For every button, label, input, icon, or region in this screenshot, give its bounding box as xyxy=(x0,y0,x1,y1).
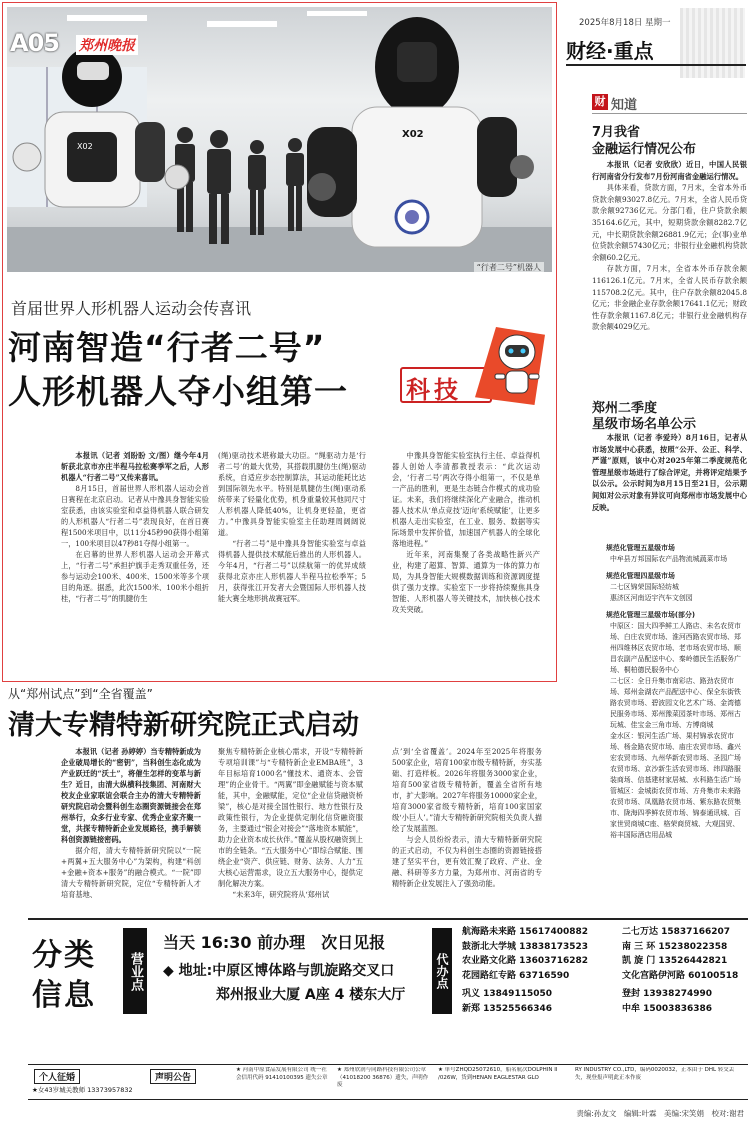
lead-column-1 xyxy=(61,450,209,660)
section-title: 财经·重点 xyxy=(566,39,654,63)
second-kicker: 从“郑州试点”到“全省覆盖” xyxy=(8,687,153,701)
sidebar-article-1-body xyxy=(592,159,747,421)
business-point-tag: 营业点 xyxy=(123,928,147,1014)
agent-item: 二七万达 15837166207 xyxy=(622,927,731,937)
agent-item: 中牟 15003836386 xyxy=(622,1003,713,1014)
sidebar-rule xyxy=(592,113,747,114)
sidebar-article-2-title-2: 星级市场名单公示 xyxy=(592,417,697,432)
market-list-heading-5star: 规范化管理五星级市场 xyxy=(606,544,675,552)
second-col1-p2: 据介绍，清大专精特新研究院以“一院+两翼+五大服务中心”为架构，构建“科创+金融+资本+服务”的融合模式。“一院”即清大专精特新研究院，定位“专精特新人才培育基地、 xyxy=(61,846,201,899)
agent-item: 登封 13938274990 xyxy=(622,989,713,999)
footer-personal-text: ★女43岁城关教师 13373957832 xyxy=(32,1086,133,1094)
sidebar-a1-p1: 本报讯（记者 安欣欣）近日，中国人民银行河南省分行发布7月份河南省金融运行情况。 xyxy=(592,160,747,181)
credits-line: 责编:孙友文 编辑:叶霖 美编:宋笑娟 校对:谢君 xyxy=(576,1109,744,1118)
agent-item: 文化宫路伊河路 60100518 xyxy=(622,970,739,981)
issue-date: 2025年8月18日 星期一 xyxy=(579,18,671,28)
sidebar-article-1-title-2: 金融运行情况公布 xyxy=(592,142,697,157)
second-col3-p1: 点’到‘全省覆盖’。2024年至2025年将服务500家企业，培育100家市级专精特新，夯实基础、打造样板。2026年将服务3000家企业，培育500家省级专精特新，覆盖全省所有地市，扩大影响。2027年将服务10000家企业，培育3000家省级专精特新，培育100家国家级‘小巨人’。”清大专精特新研究院相关负责人描绘了发展蓝图。 xyxy=(392,747,542,833)
agent-point-tag: 代办点 xyxy=(432,928,452,1014)
market-list-text-4star: 二七区锦荣国际轻纺城 惠济区河南迈宇汽车文创园 xyxy=(610,583,693,602)
classified-logo-2: 信息 xyxy=(32,978,96,1013)
footer-notice-label: 声明公告 xyxy=(150,1069,196,1084)
footer-notice-3: ★ 单号ZHQD25072610，船名航次DOLPHIN II /026W，货到HENAN EAGLESTAR GLO xyxy=(438,1067,558,1081)
classified-logo xyxy=(30,925,110,1055)
ads-line-2: ◆ 地址:中原区博体路与凯旋路交叉口 xyxy=(163,963,395,979)
second-headline: 清大专精特新研究院正式启动 xyxy=(8,710,359,741)
second-column-3 xyxy=(392,746,542,916)
footer-notice-4: RY INDUSTRY CO.,LTD，编码0020032，正本由于 DHL 转交丢失，现登报声明此正本作废 xyxy=(575,1067,735,1081)
ads-top-rule xyxy=(28,918,748,920)
market-list-zhongyuan: 中原区：国大四季鲜工人路店、未名农贸市场、白庄农贸市场、淮河西路农贸市场、郑州四维林区农贸市场、老市场农贸市场、顺昌农副产品配送中心、秦岭德民生活服务广场、桐柏德民服务中心 xyxy=(610,622,741,674)
market-list-jinshui: 金水区：银河生活广场、果村锦承农贸市场、杨金路农贸市场、庙庄农贸市场、鑫兴宏农贸市场、九州华新农贸市场、圣园广场农贸市场、京沙新生活农贸市场、纬四路服装商场、信基建材家居城、水科路生活广场 xyxy=(610,732,741,784)
sidebar-article-1-title-1: 7月我省 xyxy=(592,125,641,140)
second-col2-p2: “未来3年，研究院将从‘郑州试 xyxy=(232,890,330,899)
agent-item: 花园路红专路 63716590 xyxy=(462,970,570,981)
market-list-guancheng: 管城区：金城街农贸市场、方舟集市未来路农贸市场、凤凰路农贸市场、紫东路农贸集市、陇海四季鲜农贸市场、锦泰通讯城、百家世贸商城C座、格荣商贸城、大观国贸、裕丰国际酒店用品城 xyxy=(610,787,741,839)
ads-line-1: 当天 16:30 前办理 次日见报 xyxy=(163,933,386,952)
second-col2-p1: 聚焦专精特新企业核心需求，开设“专精特新专项培训课”与“专精特新企业EMBA班”，3年目标培育1000名“懂技术、通资本、会管理”的企业骨干。“两翼”即金融赋能与资本赋能，其中，金融赋能，定位“企业信贷融资桥梁”，核心是对接全国性银行、地方性银行及政策性银行，为企业提供定制化信贷融资服务，主要通过“银企对接会”“落地资本赋能”，助力企业资本成长伙伴。”覆盖从股权融资到上市的全链条。“五大服务中心”即综合赋能、围绕企业“资产、供应链、财务、法务、人力”五大核心运营需求，设立五大服务中心，提供定制化解决方案。 xyxy=(218,747,363,888)
classified-logo-1: 分类 xyxy=(32,938,96,973)
market-list xyxy=(606,543,746,915)
lead-col3-p1: 中豫具身智能实验室执行主任、卓益得机器人创始人李清都教授表示：“此次运动会，‘行者二号’两次夺得小组第一，不仅是单一产品的胜利，更是生态链合作模式的成功验证。未来，我们将继续深化产业融合，推动机器人技术从‘单点竞技’迈向‘系统赋能’，让更多机器人走出实验室，在工业、服务、数据等实际场景中发挥价值，加速国产机器人的全球化落地进程。” xyxy=(392,451,540,548)
sidebar-a1-p2: 具体来看，贷款方面，7月末，全省本外币贷款余额93027.8亿元。7月末，全省人民币贷款余额92736亿元。分部门看，住户贷款余额35164.6亿元，其中，短期贷款余额8282.7亿元，中长期贷款余额26881.9亿元；企(事)业单位贷款余额57430亿元；非银行业金融机构贷款余额60.2亿元。 xyxy=(592,183,747,262)
agent-item: 航海路未来路 15617400882 xyxy=(462,927,589,937)
market-list-erqi: 二七区：全日升集市南彩店、路劲农贸市场、郑州金湖农产品配送中心、保全东街铁路农贸市场、碧波园文化艺术广场、金湾德民服务市场、郑州豫菜园茶叶市场、郑州古玩城、佳宝金三角市场、方博商城 xyxy=(610,677,741,729)
market-list-heading-4star: 规范化管理四星级市场 xyxy=(606,572,675,580)
agent-item: 新郑 13525566346 xyxy=(462,1003,553,1014)
ads-bottom-rule xyxy=(28,1064,748,1065)
lead-col1-p1: 本报讯（记者 刘盼盼 文/图）继今年4月斩获北京市亦庄半程马拉松赛季军之后，人形机器人“行者二号”又传来喜讯。 xyxy=(61,451,209,482)
footer-notice-2: ★ 郑州欣润与同路科技有限公司公章（41018200 36876）遗失，声明作废 xyxy=(337,1067,429,1088)
sidebar-article-2-title-1: 郑州二季度 xyxy=(592,401,658,416)
sidebar-article-2-body xyxy=(592,432,747,536)
ads-line-3: 郑州报业大厦 A座 4 楼东大厅 xyxy=(216,987,406,1003)
lead-col1-p3: 在启幕的世界人形机器人运动会开幕式上，“行者二号”承担护旗手走秀双重任务，还参与运动会100米、400米、1500米等多个项目的角逐。据悉，此次1500米、100米小组折桂，“行者二号”的肌腱仿生 xyxy=(61,550,209,603)
lead-col1-p2: 8月15日，首届世界人形机器人运动会首日赛程在北京启动。记者从中豫具身智能实验室获悉，由该实验室和卓益得机器人联合研发的人形机器人“行者二号”表现良好，在首日赛程1500米项目中，以11分45秒90获得小组第一，100米项目以47秒81夺得小组第一。 xyxy=(61,484,209,548)
paper-name: 郑州晚报 xyxy=(76,35,138,55)
second-col3-p2: 与会人员纷纷表示，清大专精特新研究院的正式启动，不仅为科创生态圈的资源链接搭建了坚实平台，更有效汇聚了政府、产业、金融、科研等多方力量，为郑州市、河南省的专精特新企业发展注入了强劲动能。 xyxy=(392,835,542,888)
sidebar-a1-p3: 存款方面，7月末，全省本外币存款余额116126.1亿元。7月末，全省人民币存款余额115708.2亿元。其中，住户存款余额82045.8亿元；非金融企业存款余额17641.1亿元；财政性存款余额1167.8亿元；非银行业金融机构存款余额4029亿元。 xyxy=(592,264,747,332)
lead-col2-p2: “行者二号”是中豫具身智能实验室与卓益得机器人提供技术赋能后推出的人形机器人。今年4月，“行者二号”以续航第一的优异成绩获得北京亦庄人形机器人半程马拉松季军；5月，获得张江开发者大会暨国际人形机器人技能大赛全地形挑战赛冠军。 xyxy=(218,539,366,603)
agent-item: 农业路文化路 13603716282 xyxy=(462,956,589,966)
page-number: A05 xyxy=(10,29,59,57)
agent-item: 南 三 环 15238022358 xyxy=(622,941,728,952)
footer-notice-1: ★ 河南中原食品发展有限公司 统一社会信用代码 91410100395 遗失公章 xyxy=(236,1067,328,1081)
photo-caption: “行者二号”机器人 xyxy=(474,262,544,272)
second-column-2 xyxy=(218,746,363,916)
tech-badge-label: 科技 xyxy=(406,376,462,404)
robot-mascot-icon xyxy=(490,327,545,407)
second-col1-p1: 本报讯（记者 孙婷婷）当专精特新成为企业破局增长的“密钥”，当科创生态化成为产业跃迁的“沃土”，将催生怎样的变革与新生？近日，由清大纵横科技集团、河南财大校友企业家联谊会联合主办的清大专精特新研究院启动会暨科创生态圈资源链接会在郑州举行，众多行业专家、优秀企业家齐聚一堂，共探专精特新企业发展路径，携手解锁科创资源链接密码。 xyxy=(61,747,201,844)
lead-kicker: 首届世界人形机器人运动会传喜讯 xyxy=(11,299,252,318)
sidebar-brand-badge: 财 xyxy=(592,94,608,110)
market-list-text-5star: 中牟县万邦国际农产品物流城蔬菜市场 xyxy=(610,555,728,563)
sidebar-a2-p1: 本报讯（记者 李爱玲）8月16日，记者从市场发展中心获悉，按照“公开、公正、科学、严谨”原则，该中心对2025年第二季度规范化管理星级市场进行了综合评定，并将评定结果予以公示。公示时间为8月15日至21日，公示期间如对公示对象有异议可向郑州市市场发展中心反映。 xyxy=(592,433,747,512)
agent-item: 鼓浙北大学城 13838173523 xyxy=(462,941,589,952)
lead-col2-p1: (绳)驱动技术堪称最大功臣。“绳驱动力是‘行者二号’的最大优势，其搭载肌腱仿生(绳)驱动系统，自适应步态控制算法，其运动能耗比达到国际领先水平。特别是肌腱仿生(绳)驱动系统带来了轻量化优势，机身重量较其他同尺寸人形机器人降低40%，让机身更轻盈，更省力。”中豫具身智能实验室主任助理周阔阔说道。 xyxy=(218,451,366,537)
sidebar-brand-text: 知道 xyxy=(611,98,638,113)
lead-column-3 xyxy=(392,450,540,660)
market-list-heading-3star: 规范化管理三星级市场(部分) xyxy=(606,611,695,619)
second-column-1 xyxy=(61,746,201,916)
lead-column-2 xyxy=(218,450,366,660)
agent-item: 巩义 13849115050 xyxy=(462,989,553,999)
tech-badge xyxy=(400,322,550,412)
lead-headline-1: 河南智造“行者二号” xyxy=(8,328,326,367)
footer-personal-label: 个人征婚 xyxy=(34,1069,80,1084)
header-rule xyxy=(566,64,746,66)
agent-list xyxy=(462,925,747,1016)
agent-item: 凯 旋 门 13526442821 xyxy=(622,956,728,966)
lead-headline-2: 人形机器人夺小组第一 xyxy=(8,372,348,411)
robot-label-right: X02 xyxy=(402,129,424,140)
lead-col3-p2: 近年来，河南集聚了各类战略性新兴产业，构建了超算、智算、通算为一体的算力布局，为具身智能大规模数据训练和资源调度提供了强力支撑。实验室下一步将持续聚焦具身智能、人形机器人等关键技术，加快核心技术攻关突破。 xyxy=(392,550,540,614)
header-decoration xyxy=(680,8,745,78)
robot-label-left: X02 xyxy=(77,142,93,151)
